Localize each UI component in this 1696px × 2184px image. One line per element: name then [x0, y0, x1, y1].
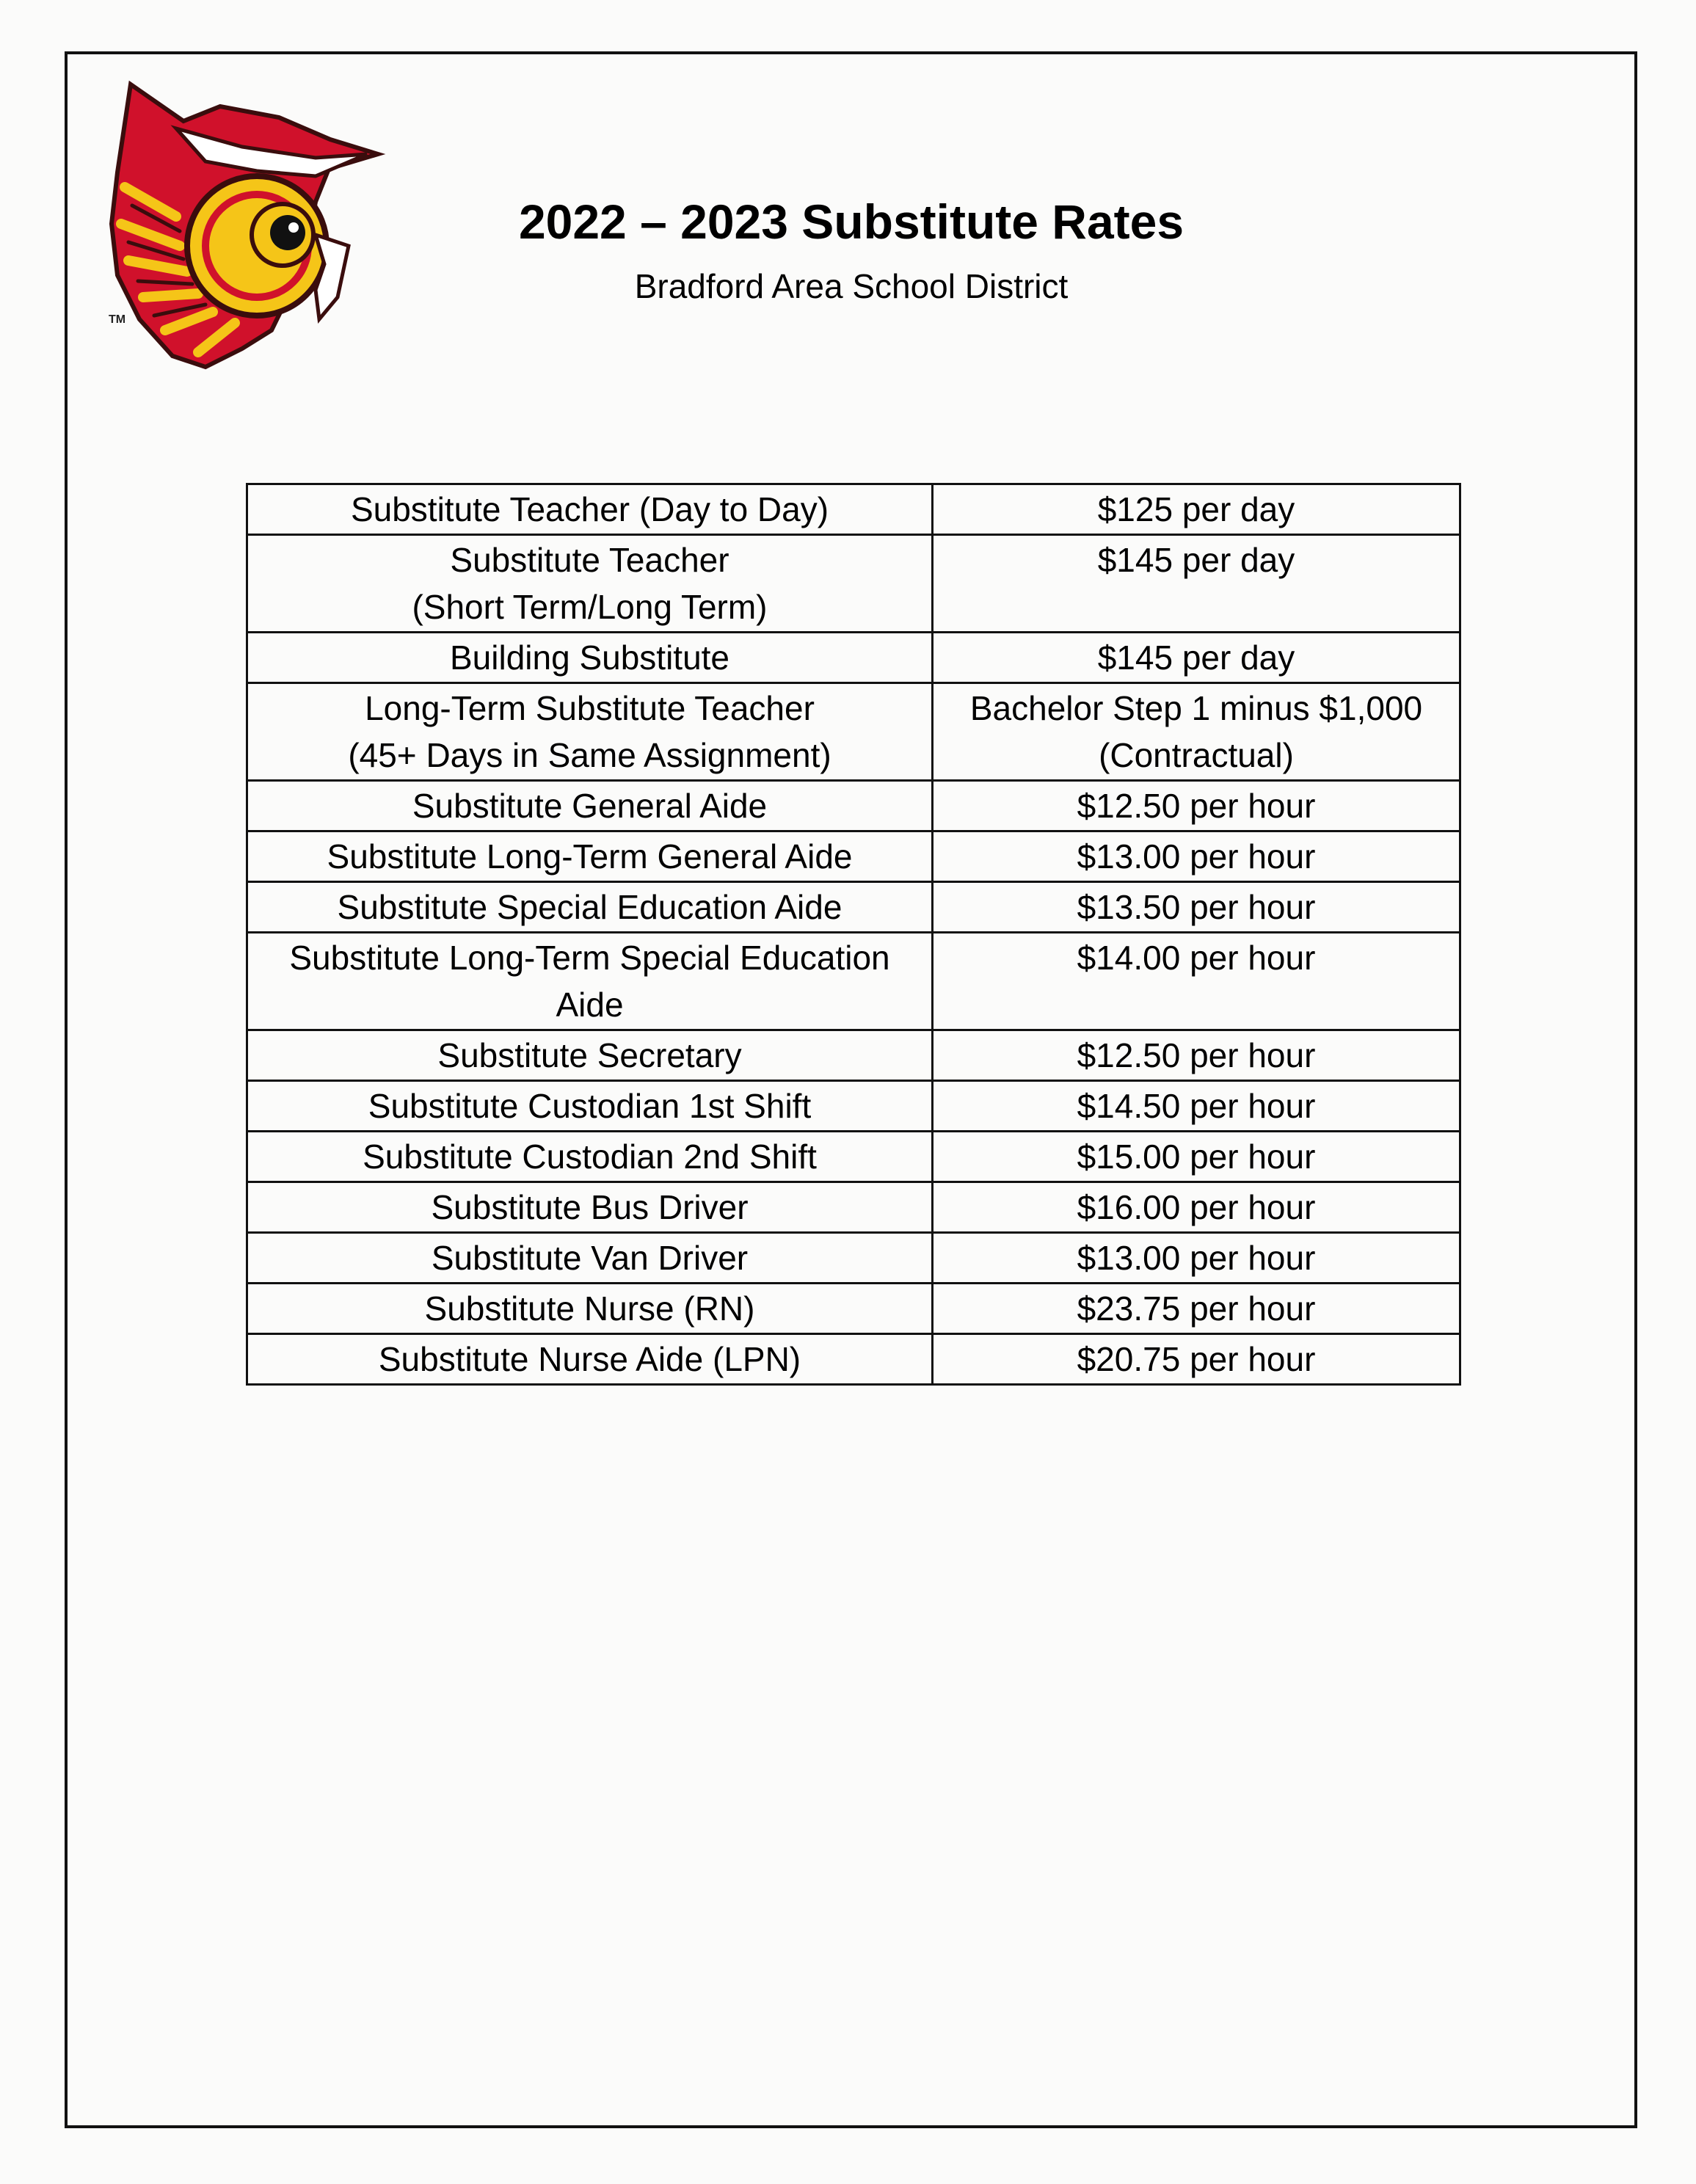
- position-cell: Substitute Secretary: [247, 1030, 933, 1081]
- rate-cell: $15.00 per hour: [933, 1132, 1460, 1182]
- district-name: Bradford Area School District: [634, 267, 1069, 305]
- trademark-mark: TM: [109, 313, 126, 326]
- position-cell: Substitute Teacher (Day to Day): [247, 484, 933, 535]
- table-row: [247, 1233, 1460, 1284]
- rate-cell: $20.75 per hour: [933, 1334, 1460, 1385]
- rate-cell: $13.00 per hour: [933, 1233, 1460, 1284]
- position-cell: Substitute Custodian 2nd Shift: [247, 1132, 933, 1182]
- position-cell: Substitute Van Driver: [247, 1233, 933, 1284]
- table-row: [247, 882, 1460, 933]
- position-cell: Long-Term Substitute Teacher (45+ Days in Same Assignment): [247, 683, 933, 781]
- table-row: [247, 1284, 1460, 1334]
- table-row: [247, 535, 1460, 633]
- position-cell: Substitute General Aide: [247, 781, 933, 831]
- rate-cell: $12.50 per hour: [933, 781, 1460, 831]
- position-cell: Substitute Special Education Aide: [247, 882, 933, 933]
- position-cell: Substitute Custodian 1st Shift: [247, 1081, 933, 1132]
- table-row: [247, 933, 1460, 1030]
- table-row: [247, 1030, 1460, 1081]
- owl-mascot-icon: [95, 77, 418, 378]
- rate-cell: $23.75 per hour: [933, 1284, 1460, 1334]
- position-cell: Substitute Long-Term Special Education Aide: [247, 933, 933, 1030]
- rate-cell: $13.00 per hour: [933, 831, 1460, 882]
- rate-cell: $16.00 per hour: [933, 1182, 1460, 1233]
- table-row: [247, 484, 1460, 535]
- rate-cell: $145 per day: [933, 633, 1460, 683]
- table-row: [247, 1132, 1460, 1182]
- rate-cell: Bachelor Step 1 minus $1,000 (Contractual): [933, 683, 1460, 781]
- position-cell: Substitute Nurse Aide (LPN): [247, 1334, 933, 1385]
- position-cell: Building Substitute: [247, 633, 933, 683]
- position-cell: Substitute Teacher (Short Term/Long Term): [247, 535, 933, 633]
- position-cell: Substitute Nurse (RN): [247, 1284, 933, 1334]
- table-row: [247, 1334, 1460, 1385]
- table-row: [247, 683, 1460, 781]
- table-row: [247, 1182, 1460, 1233]
- table-row: [247, 781, 1460, 831]
- rate-cell: $13.50 per hour: [933, 882, 1460, 933]
- rate-cell: $125 per day: [933, 484, 1460, 535]
- position-cell: Substitute Long-Term General Aide: [247, 831, 933, 882]
- rate-cell: $145 per day: [933, 535, 1460, 633]
- page-title: 2022 – 2023 Substitute Rates: [518, 194, 1184, 249]
- rate-cell: $14.50 per hour: [933, 1081, 1460, 1132]
- table-row: [247, 633, 1460, 683]
- table-row: [247, 831, 1460, 882]
- rate-cell: $12.50 per hour: [933, 1030, 1460, 1081]
- table-row: [247, 1081, 1460, 1132]
- rate-cell: $14.00 per hour: [933, 933, 1460, 1030]
- substitute-rates-table: [246, 483, 1461, 1386]
- position-cell: Substitute Bus Driver: [247, 1182, 933, 1233]
